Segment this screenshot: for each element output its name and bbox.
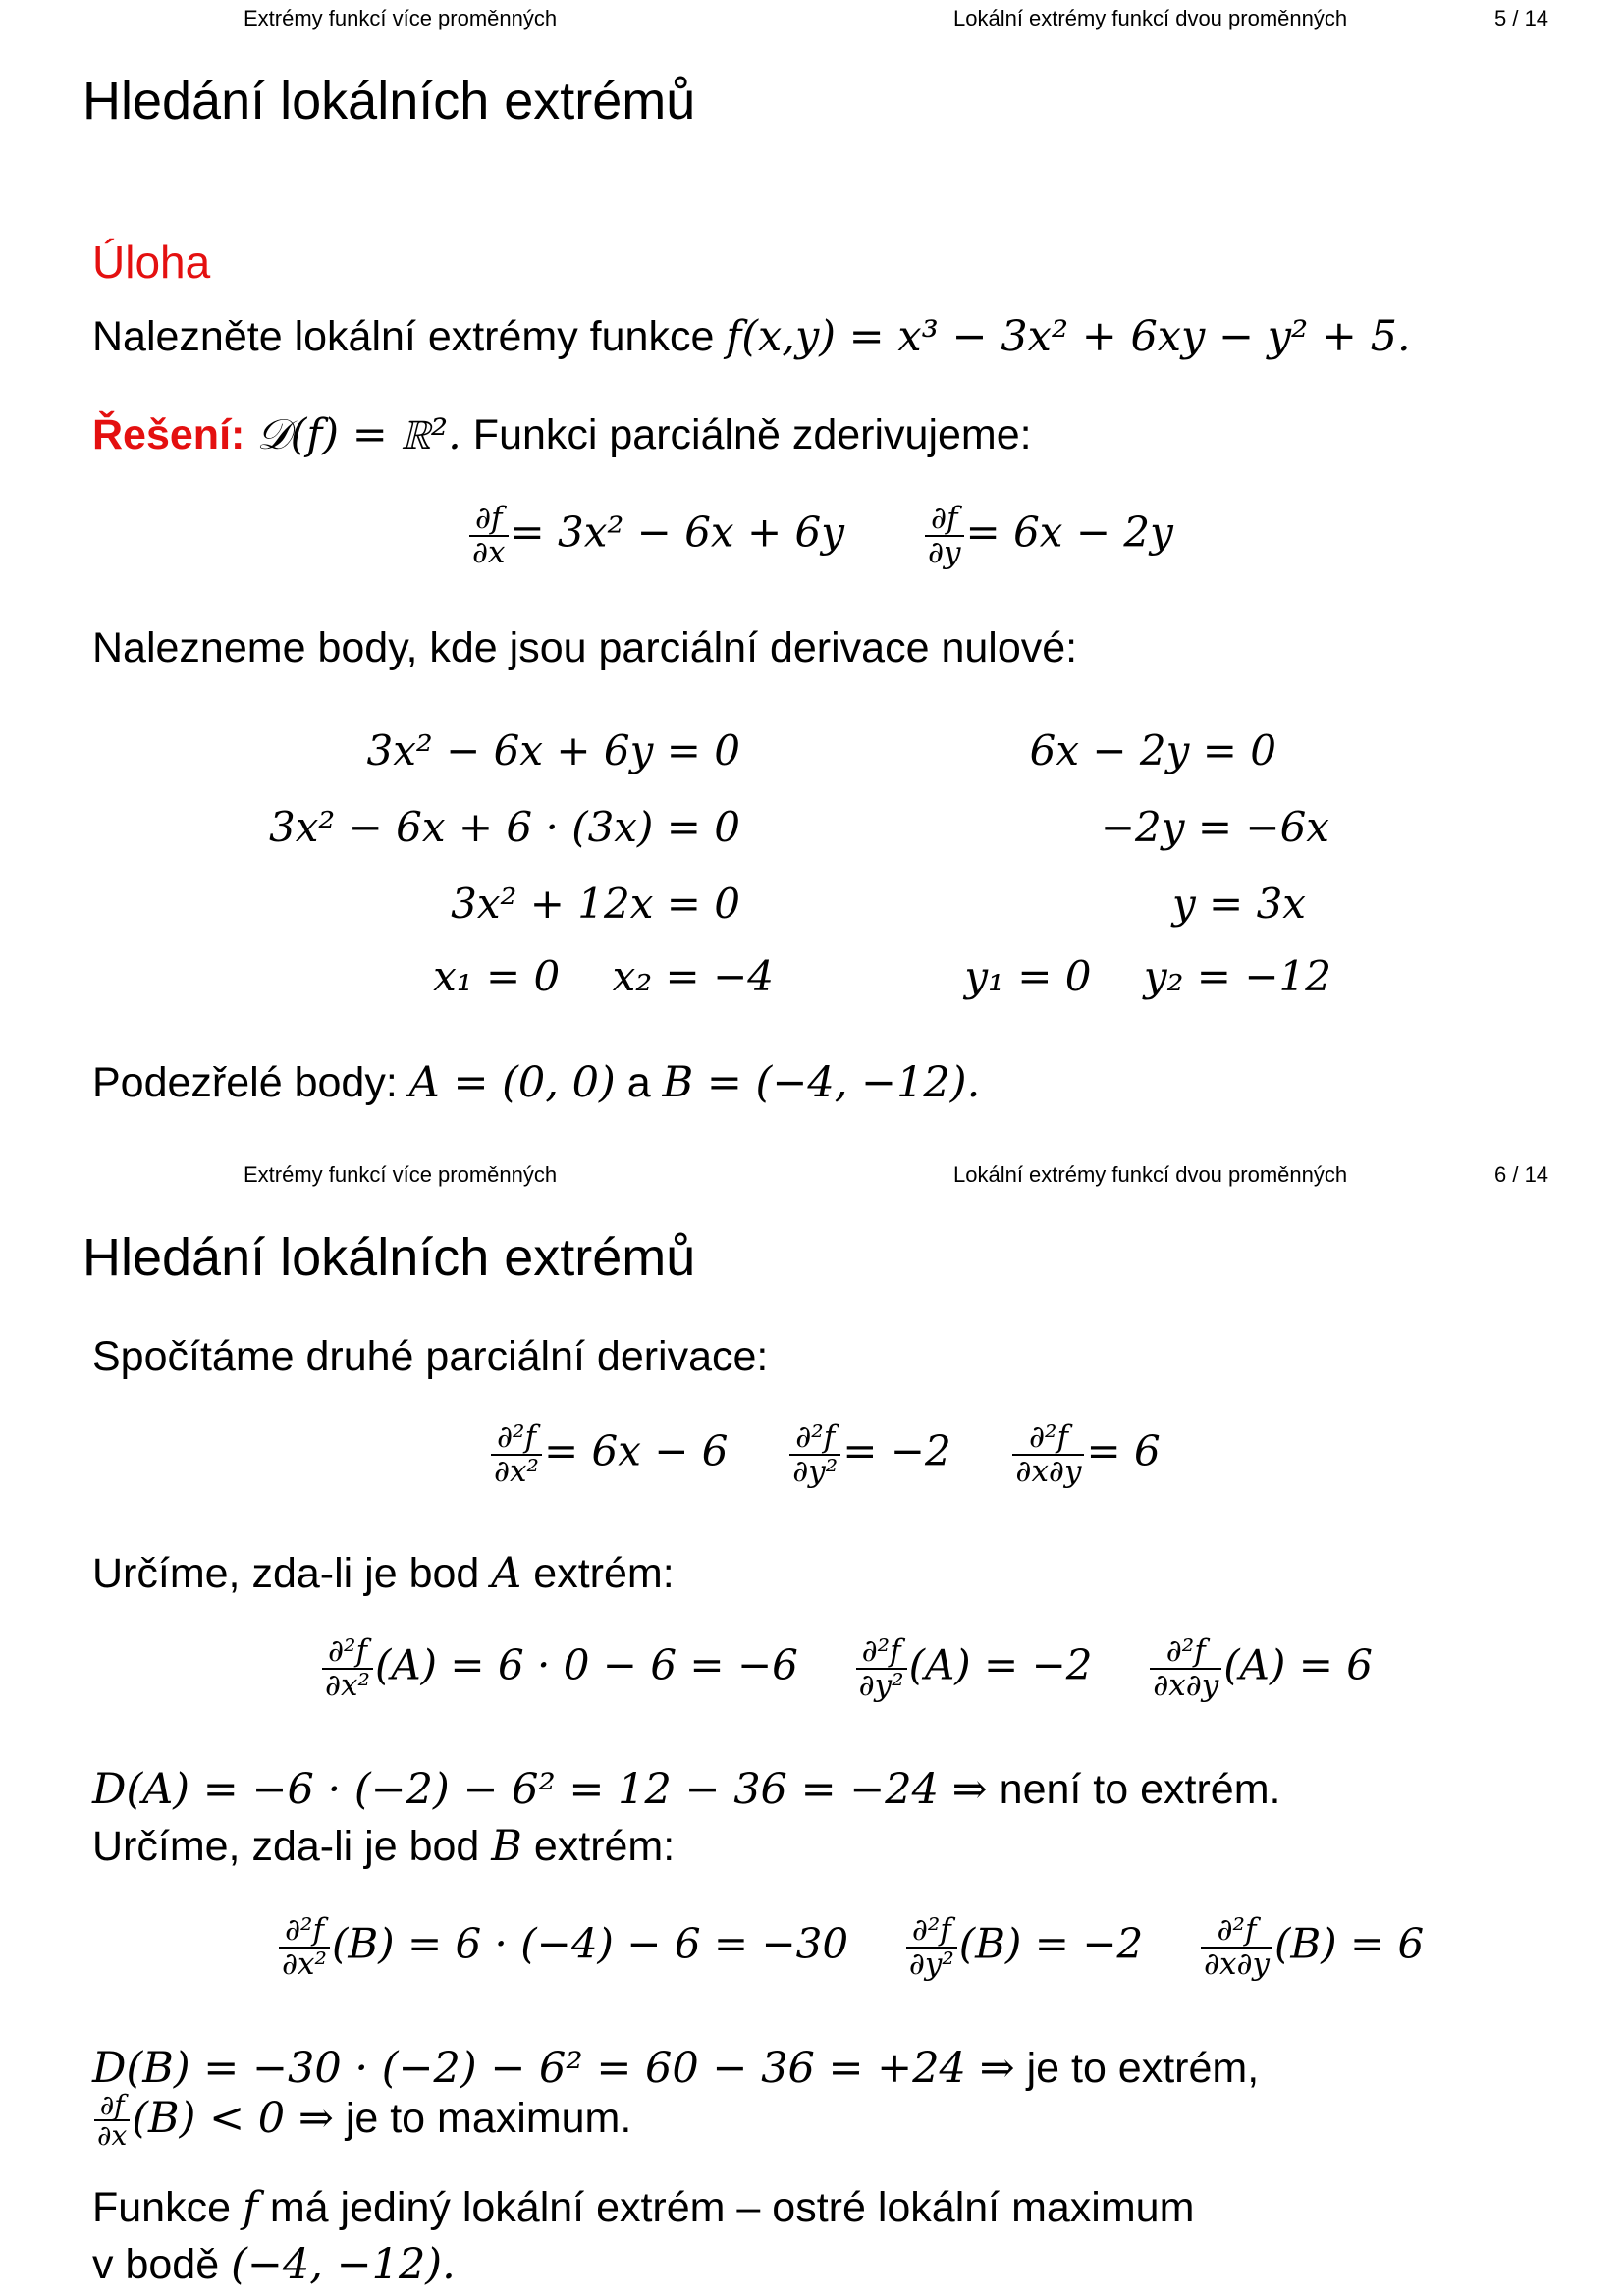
- check-b-line: [92, 1822, 675, 1871]
- slide-6: [0, 1156, 1624, 2296]
- check-a-var: A: [491, 1549, 522, 1598]
- system-right-3: y = 3x: [1171, 880, 1306, 928]
- maximum-formula: (B) < 0 ⇒: [132, 2093, 334, 2143]
- fxy-rhs: = 6: [1086, 1426, 1161, 1475]
- slide-title: Hledání lokálních extrémů: [82, 1228, 696, 1287]
- partial-fy-rhs: = 6x − 2y: [965, 507, 1173, 557]
- task-heading: Úloha: [92, 237, 211, 288]
- suspect-a: A = (0, 0): [408, 1058, 616, 1107]
- task-statement: [92, 312, 1411, 361]
- header-section: Extrémy funkcí více proměnných: [244, 6, 558, 30]
- header-subsection: Lokální extrémy funkcí dvou proměnných: [953, 6, 1348, 30]
- task-text: Nalezněte lokální extrémy funkce: [92, 313, 715, 360]
- a-fxy: (A) = 6: [1223, 1640, 1373, 1689]
- slide-title: Hledání lokálních extrémů: [82, 72, 696, 131]
- fyy-rhs: = −2: [842, 1426, 951, 1475]
- determinant-a-line: [92, 1765, 1280, 1814]
- a-fyy: (A) = −2: [908, 1640, 1093, 1689]
- partial-fx-rhs: = 3x² − 6x + 6y: [510, 507, 844, 557]
- check-a-line: [92, 1549, 675, 1598]
- check-b-var: B: [491, 1822, 522, 1871]
- check-b-text: Určíme, zda-li je bod: [92, 1823, 480, 1870]
- a-fxx: (A) = 6 · 0 − 6 = −6: [374, 1640, 798, 1689]
- fxx-rhs: = 6x − 6: [543, 1426, 729, 1475]
- check-a-tail: extrém:: [533, 1550, 675, 1597]
- frac-num: ∂²f: [1201, 1914, 1272, 1949]
- conclusion-line-2: [92, 2240, 456, 2289]
- frac-den: ∂y²: [858, 1667, 904, 1703]
- conclusion-text-a: Funkce: [92, 2184, 232, 2231]
- suspect-points: [92, 1058, 980, 1107]
- determinant-a-text: není to extrém.: [999, 1766, 1281, 1813]
- frac-num: ∂²f: [1150, 1635, 1221, 1670]
- frac-num: ∂²f: [789, 1421, 840, 1456]
- task-formula: f(x,y) = x³ − 3x² + 6xy − y² + 5.: [726, 312, 1411, 361]
- partial-fy-equation: [923, 503, 1173, 568]
- page-number: 6 / 14: [1494, 1162, 1549, 1187]
- system-right-1: 6x − 2y = 0: [1029, 726, 1276, 774]
- frac-num: ∂f: [469, 503, 509, 537]
- frac-num: ∂f: [925, 503, 964, 537]
- system-left-1: 3x² − 6x + 6y = 0: [366, 726, 740, 774]
- conclusion-line-1: [92, 2183, 1194, 2232]
- suspect-and: a: [626, 1059, 651, 1106]
- domain-formula: 𝒟(f) = ℝ².: [256, 410, 461, 459]
- solution-text: Funkci parciálně zderivujeme:: [472, 411, 1032, 458]
- system-right-4: y₁ = 0 y₂ = −12: [964, 952, 1331, 1000]
- frac-den: ∂y²: [908, 1946, 954, 1982]
- point-b-derivatives: [277, 1914, 1424, 1980]
- frac-den: ∂x∂y: [1015, 1453, 1082, 1489]
- determinant-b-text: je to extrém,: [1026, 2045, 1260, 2092]
- frac-num: ∂²f: [1012, 1421, 1084, 1456]
- frac-den: ∂y²: [792, 1453, 839, 1489]
- check-a-text: Určíme, zda-li je bod: [92, 1550, 480, 1597]
- header-subsection: Lokální extrémy funkcí dvou proměnných: [953, 1162, 1348, 1187]
- slide-header: [0, 6, 1624, 35]
- suspect-b: B = (−4, −12).: [662, 1058, 981, 1107]
- frac-num: ∂²f: [322, 1635, 373, 1670]
- b-fxx: (B) = 6 · (−4) − 6 = −30: [331, 1919, 849, 1968]
- determinant-b-formula: D(B) = −30 · (−2) − 6² = 60 − 36 = +24 ⇒: [92, 2044, 1015, 2093]
- point-a-derivatives: [320, 1635, 1373, 1701]
- check-b-tail: extrém:: [533, 1823, 676, 1870]
- conclusion-text-c: v bodě: [92, 2241, 220, 2288]
- solution-line: [92, 410, 1032, 459]
- page-number: 5 / 14: [1494, 6, 1549, 30]
- second-derivatives-row: [489, 1421, 1161, 1487]
- system-left-2: 3x² − 6x + 6 · (3x) = 0: [268, 803, 740, 851]
- frac-den: ∂x: [97, 2119, 128, 2153]
- maximum-text: je to maximum.: [345, 2094, 632, 2142]
- frac-den: ∂x: [472, 534, 506, 570]
- frac-num: ∂²f: [491, 1421, 542, 1456]
- frac-den: ∂y: [928, 534, 961, 570]
- frac-num: ∂f: [94, 2091, 130, 2121]
- frac-num: ∂²f: [279, 1914, 330, 1949]
- conclusion-var: f: [242, 2183, 258, 2232]
- conclusion-point: (−4, −12).: [231, 2240, 456, 2289]
- conclusion-text-b: má jediný lokální extrém – ostré lokální maximum: [269, 2184, 1195, 2231]
- b-fxy: (B) = 6: [1274, 1919, 1425, 1968]
- system-right-2: −2y = −6x: [1100, 803, 1329, 851]
- frac-num: ∂²f: [856, 1635, 907, 1670]
- frac-num: ∂²f: [906, 1914, 957, 1949]
- header-section: Extrémy funkcí více proměnných: [244, 1162, 558, 1187]
- system-left-3: 3x² + 12x = 0: [451, 880, 740, 928]
- frac-den: ∂x²: [494, 1453, 539, 1489]
- zero-text: Nalezneme body, kde jsou parciální derivace nulové:: [92, 624, 1078, 671]
- slide-header: [0, 1162, 1624, 1192]
- frac-den: ∂x∂y: [1203, 1946, 1271, 1982]
- determinant-a-formula: D(A) = −6 · (−2) − 6² = 12 − 36 = −24 ⇒: [92, 1765, 988, 1814]
- solution-label: Řešení:: [92, 411, 245, 458]
- partial-fx-equation: [467, 503, 844, 568]
- frac-den: ∂x∂y: [1153, 1667, 1219, 1703]
- maximum-line: [92, 2091, 631, 2151]
- determinant-b-line: [92, 2044, 1259, 2093]
- second-derivatives-text: Spočítáme druhé parciální derivace:: [92, 1333, 769, 1380]
- frac-den: ∂x²: [325, 1667, 370, 1703]
- frac-den: ∂x²: [282, 1946, 327, 1982]
- system-left-4: x₁ = 0 x₂ = −4: [433, 952, 774, 1000]
- b-fyy: (B) = −2: [958, 1919, 1144, 1968]
- suspect-text: Podezřelé body:: [92, 1059, 398, 1106]
